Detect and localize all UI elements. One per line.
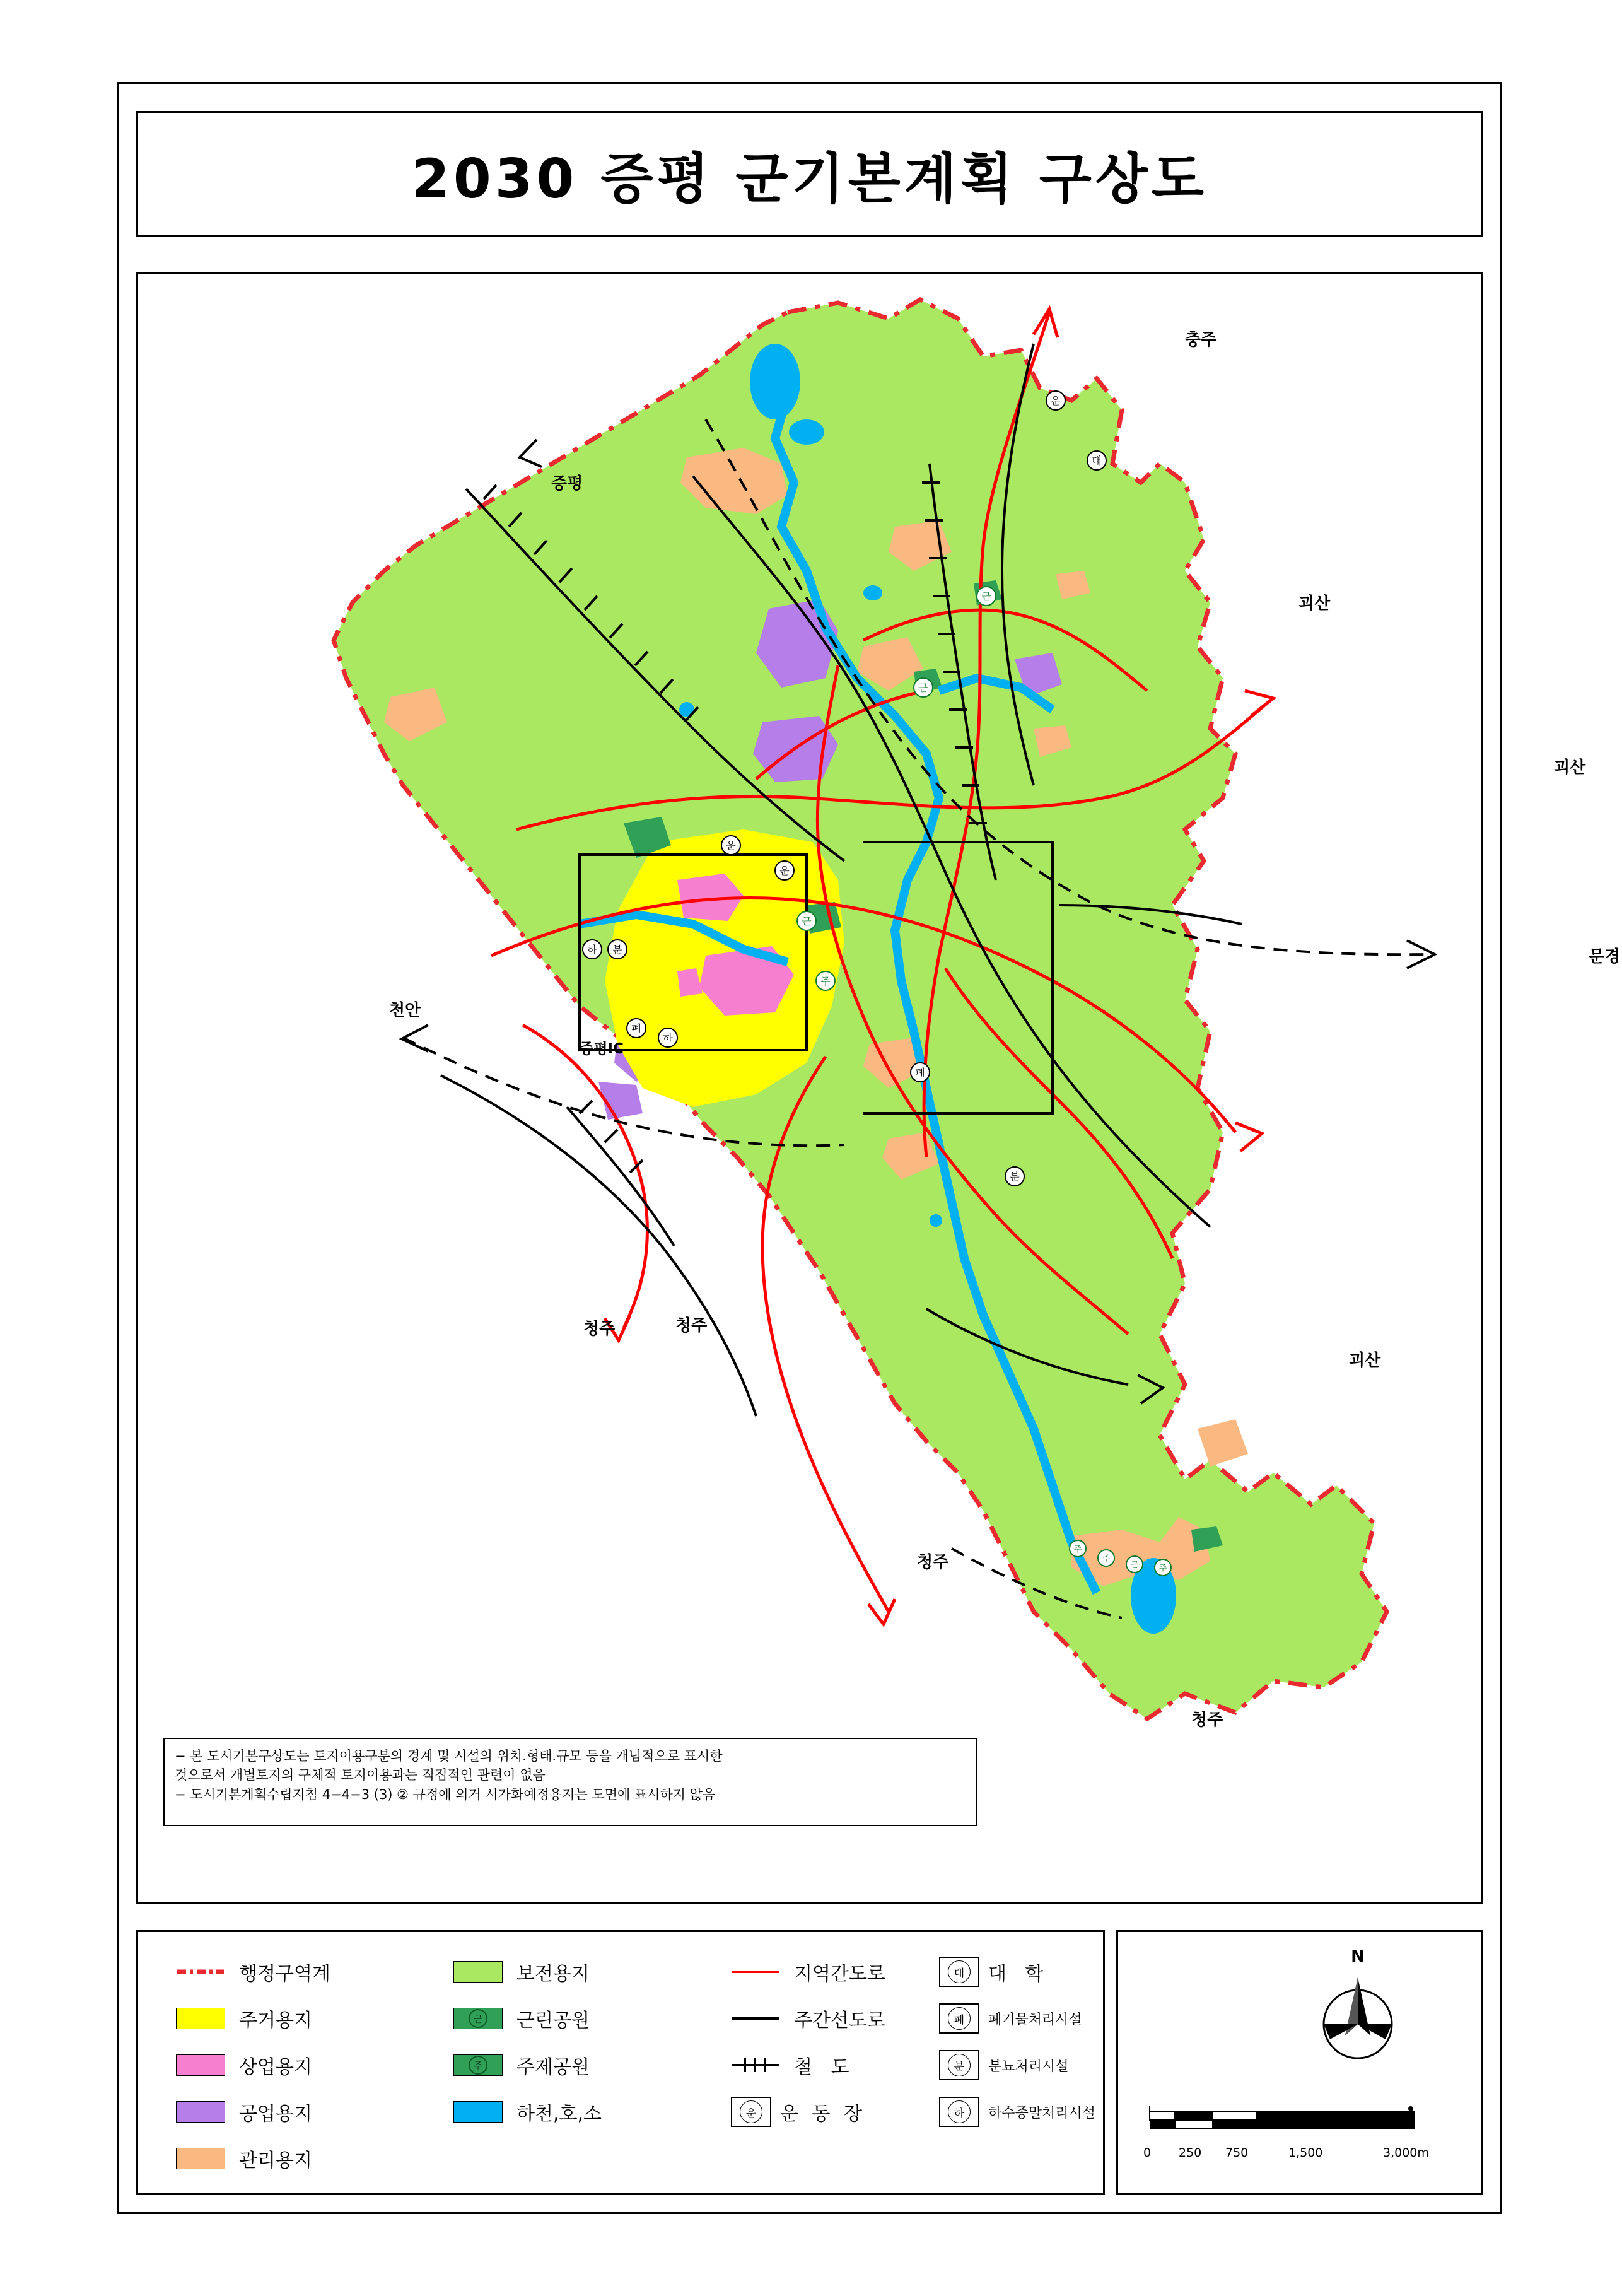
map-note bbox=[163, 1738, 977, 1826]
note-line-1: − 본 도시기본구상도는 토지이용구분의 경계 및 시설의 위치.형태.규모 등을 개념적으로 표시한 bbox=[175, 1748, 723, 1764]
svg-text:대: 대 bbox=[1092, 455, 1102, 467]
legend-label: 공업용지 bbox=[239, 2103, 312, 2125]
legend-label: 폐기물처리시설 bbox=[988, 2012, 1082, 2028]
theme-park-symbol-icon: 주 bbox=[469, 2056, 487, 2075]
legend-item-sewage-facility bbox=[939, 2088, 1095, 2135]
facility-park-n2 bbox=[914, 678, 933, 697]
legend-item-neighborhood-park bbox=[453, 1995, 602, 2042]
facility-north-1 bbox=[1046, 391, 1065, 410]
legend-item-management bbox=[176, 2135, 330, 2182]
legend-label: 대 학 bbox=[988, 1963, 1050, 1985]
label-goesan-se: 괴산 bbox=[1349, 1351, 1381, 1370]
north-arrow bbox=[1307, 1947, 1408, 2070]
legend-column-roads bbox=[731, 1948, 885, 2135]
facility-sewage-1 bbox=[583, 940, 602, 959]
facility-east-1 bbox=[1005, 1167, 1024, 1186]
facility-waste-3 bbox=[911, 1063, 930, 1082]
legend-item-railway bbox=[731, 2042, 885, 2088]
label-cheonan: 천안 bbox=[389, 1001, 421, 1020]
facility-sewage-2 bbox=[608, 940, 627, 959]
svg-text:근: 근 bbox=[802, 915, 812, 927]
scale-tick: 3,000m bbox=[1383, 2146, 1429, 2160]
swatch-industrial bbox=[176, 2101, 225, 2123]
label-jeungpyeong-nw: 증평 bbox=[551, 474, 583, 493]
legend-item-regional-road bbox=[731, 1948, 885, 1995]
legend-panel bbox=[136, 1930, 1105, 2195]
facility-waste-2 bbox=[658, 1028, 677, 1047]
facility-sports-1 bbox=[721, 836, 740, 855]
north-label: N bbox=[1351, 1947, 1365, 1966]
legend-item-residential bbox=[176, 1995, 330, 2042]
legend-label: 주거용지 bbox=[239, 2010, 312, 2032]
map-canvas[interactable] bbox=[136, 272, 1621, 1904]
legend-label: 운 동 장 bbox=[780, 2103, 866, 2125]
facility-park-2 bbox=[816, 971, 835, 990]
svg-text:분: 분 bbox=[612, 944, 622, 956]
legend-label: 분뇨처리시설 bbox=[988, 2058, 1069, 2075]
page-title: 2030 증평 군기본계획 구상도 bbox=[412, 148, 1208, 211]
svg-text:근: 근 bbox=[918, 682, 928, 694]
facility-waste-1 bbox=[627, 1019, 646, 1038]
legend-item-water bbox=[453, 2088, 602, 2135]
scale-bar bbox=[1143, 2102, 1459, 2160]
legend-item-conservation bbox=[453, 1948, 602, 1995]
park-symbol-icon: 근 bbox=[469, 2009, 487, 2028]
waste-facility-icon: 폐 bbox=[948, 2007, 971, 2030]
legend-label: 지역간도로 bbox=[794, 1963, 885, 1985]
svg-text:운: 운 bbox=[779, 865, 790, 877]
svg-text:폐: 폐 bbox=[915, 1067, 925, 1079]
arterial-road-icon bbox=[731, 2008, 780, 2029]
legend-label: 하천,호,소 bbox=[516, 2103, 602, 2125]
label-chungju-n: 충주 bbox=[1185, 331, 1217, 349]
scale-panel bbox=[1116, 1930, 1483, 2195]
facility-sports-2 bbox=[775, 861, 794, 880]
swatch-residential bbox=[176, 2008, 225, 2029]
scale-tick: 1,500 bbox=[1288, 2146, 1323, 2160]
label-goesan-e: 괴산 bbox=[1554, 758, 1586, 777]
scale-tick: 250 bbox=[1179, 2146, 1202, 2160]
swatch-neighborhood-park bbox=[453, 2008, 503, 2029]
label-jeungpyeong-ic: 증평IC bbox=[580, 1041, 624, 1057]
university-symbol bbox=[939, 1957, 979, 1987]
legend-item-commercial bbox=[176, 2042, 330, 2088]
legend-item-industrial bbox=[176, 2088, 330, 2135]
sports-field-icon: 운 bbox=[740, 2100, 762, 2123]
legend-label: 행정구역계 bbox=[239, 1963, 330, 1985]
svg-text:운: 운 bbox=[726, 840, 736, 852]
label-cheongju-s2: 청주 bbox=[1191, 1711, 1223, 1730]
facility-park-n1 bbox=[977, 587, 996, 606]
svg-text:근: 근 bbox=[981, 590, 991, 602]
svg-text:하: 하 bbox=[587, 944, 597, 956]
legend-label: 상업용지 bbox=[239, 2056, 312, 2078]
label-mungyeong: 문경 bbox=[1589, 947, 1621, 966]
manure-facility-icon: 분 bbox=[948, 2054, 971, 2076]
label-cheongju-sw1: 청주 bbox=[583, 1320, 616, 1338]
railway-icon bbox=[731, 2054, 780, 2076]
legend-item-boundary bbox=[176, 1948, 330, 1995]
title-box bbox=[136, 111, 1483, 237]
svg-text:주: 주 bbox=[820, 975, 831, 987]
map-svg[interactable] bbox=[138, 274, 1621, 1902]
legend-label: 철 도 bbox=[794, 2056, 856, 2078]
swatch-management bbox=[176, 2148, 225, 2169]
legend-label: 주제공원 bbox=[516, 2056, 590, 2078]
legend-item-manure-facility bbox=[939, 2042, 1095, 2088]
legend-label: 보전용지 bbox=[516, 1963, 590, 1985]
legend-label: 주간선도로 bbox=[794, 2010, 885, 2032]
swatch-commercial bbox=[176, 2054, 225, 2076]
svg-text:운: 운 bbox=[1051, 395, 1061, 407]
compass-icon bbox=[1307, 1966, 1408, 2067]
manure-facility-symbol bbox=[939, 2050, 979, 2080]
scale-tick: 750 bbox=[1225, 2146, 1249, 2160]
legend-column-facilities bbox=[939, 1948, 1095, 2135]
dashed-boundary-icon bbox=[176, 1961, 225, 1983]
svg-text:주: 주 bbox=[1073, 1545, 1082, 1554]
sports-field-symbol bbox=[731, 2097, 771, 2127]
legend-label: 근린공원 bbox=[516, 2010, 590, 2032]
swatch-theme-park bbox=[453, 2054, 503, 2076]
sewage-facility-icon: 하 bbox=[948, 2100, 971, 2123]
svg-text:주: 주 bbox=[1158, 1564, 1167, 1573]
legend-column-landuse-2 bbox=[453, 1948, 602, 2135]
legend-item-arterial-road bbox=[731, 1995, 885, 2042]
scale-tick: 0 bbox=[1143, 2146, 1152, 2160]
label-cheongju-sw2: 청주 bbox=[675, 1316, 708, 1335]
regional-road-icon bbox=[731, 1961, 780, 1983]
scale-tick-labels bbox=[1143, 2146, 1459, 2160]
facility-park-1 bbox=[797, 911, 816, 930]
note-line-2: 것으로서 개별토지의 구체적 토지이용과는 직접적인 관련이 없음 bbox=[175, 1767, 546, 1783]
legend-label: 관리용지 bbox=[239, 2150, 312, 2172]
legend-label: 하수종말처리시설 bbox=[988, 2105, 1096, 2121]
facility-college bbox=[1087, 451, 1106, 470]
sewage-facility-symbol bbox=[939, 2097, 979, 2127]
label-cheongju-s1: 청주 bbox=[917, 1553, 949, 1572]
svg-text:주: 주 bbox=[1102, 1554, 1111, 1564]
scale-bar-graphic bbox=[1143, 2102, 1459, 2139]
swatch-water bbox=[453, 2101, 503, 2123]
note-line-3: − 도시기본계획수립지침 4−4−3 (3) ② 규정에 의거 시가화예정용지는 도면에 표시하지 않음 bbox=[175, 1786, 716, 1802]
university-icon: 대 bbox=[948, 1960, 971, 1983]
waste-facility-symbol bbox=[939, 2003, 979, 2034]
svg-text:하: 하 bbox=[663, 1032, 673, 1044]
legend-item-waste-facility bbox=[939, 1995, 1095, 2042]
legend-item-university bbox=[939, 1948, 1095, 1995]
svg-text:근: 근 bbox=[1130, 1561, 1139, 1570]
legend-item-sports-field bbox=[731, 2088, 885, 2135]
svg-text:폐: 폐 bbox=[631, 1022, 641, 1034]
legend-column-landuse-1 bbox=[176, 1948, 330, 2182]
svg-text:분: 분 bbox=[1010, 1171, 1020, 1183]
swatch-conservation bbox=[453, 1961, 503, 1983]
label-goesan-ne: 괴산 bbox=[1298, 594, 1331, 613]
legend-item-theme-park bbox=[453, 2042, 602, 2088]
